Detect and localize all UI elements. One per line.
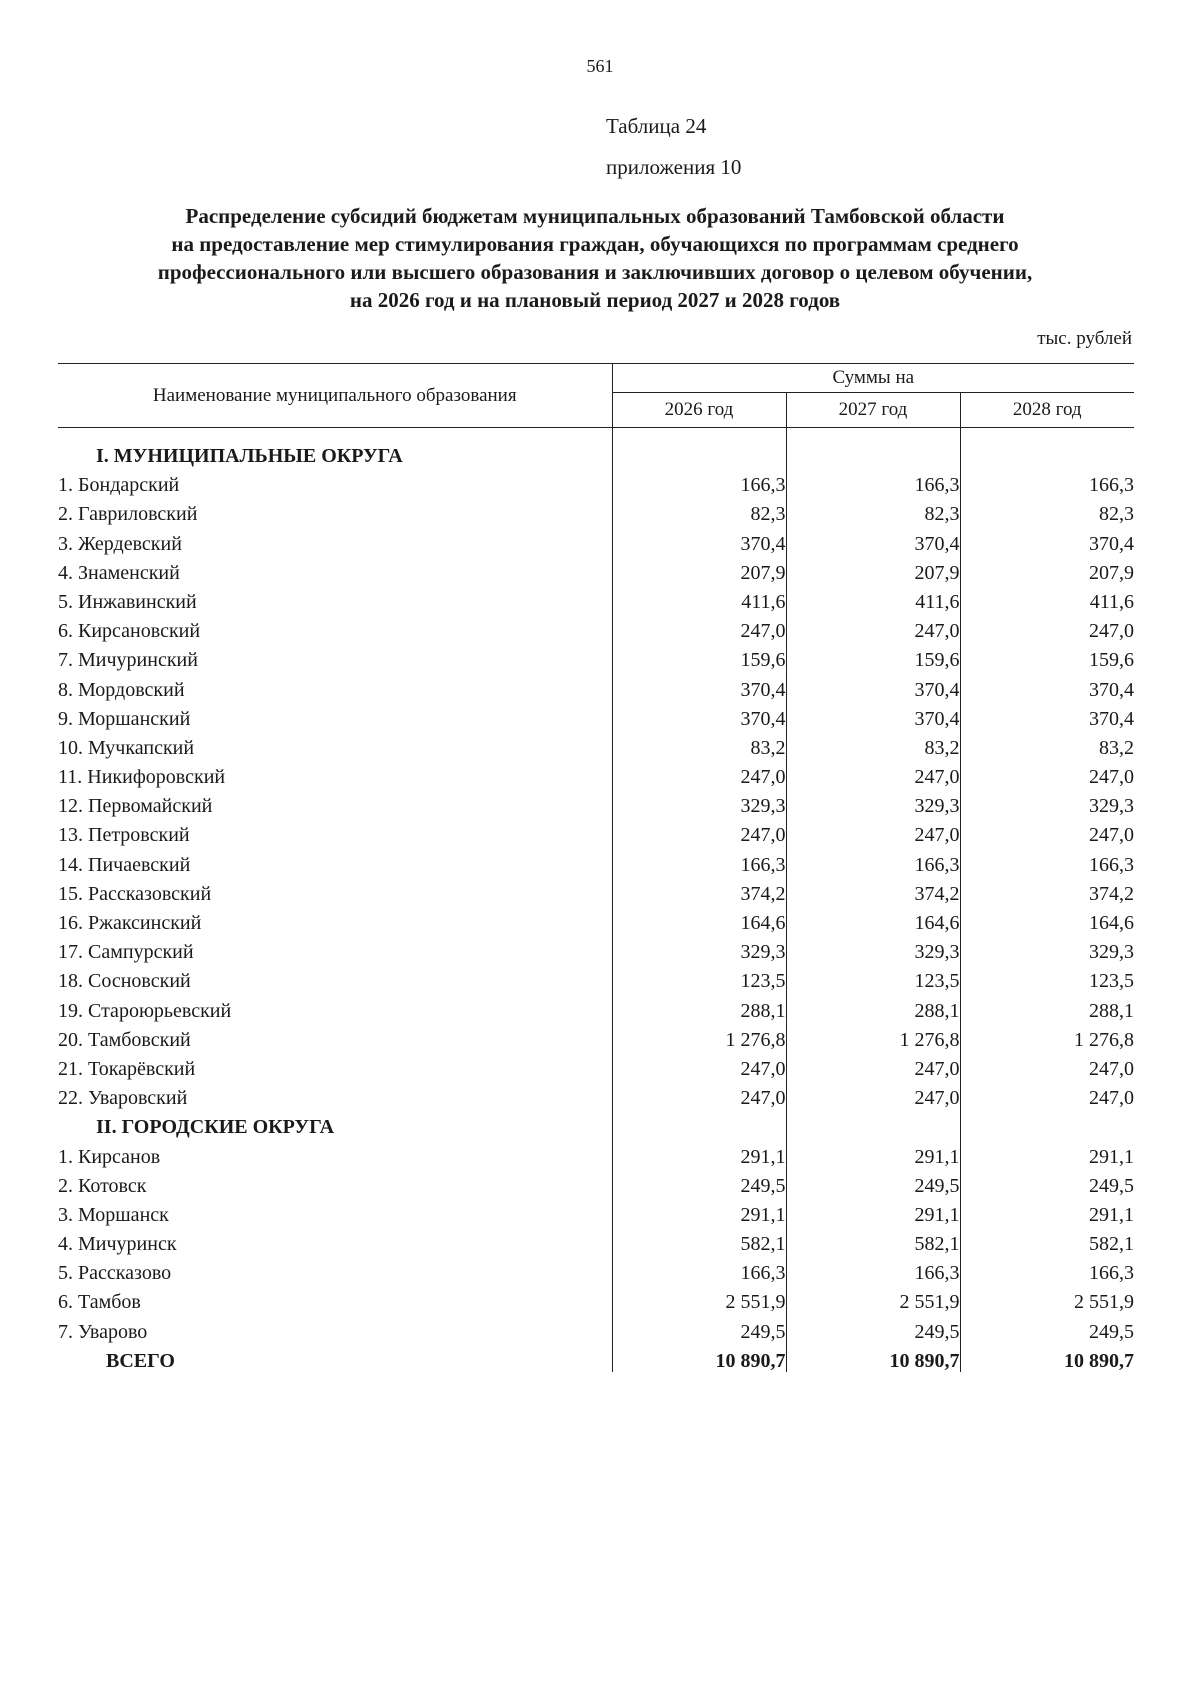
amount-2026: 370,4 (612, 525, 786, 554)
amount-2027: 247,0 (786, 817, 960, 846)
amount-2027: 249,5 (786, 1168, 960, 1197)
amount-2028: 247,0 (960, 817, 1134, 846)
amount-2028: 370,4 (960, 701, 1134, 730)
title-line: на 2026 год и на плановый период 2027 и 2028 годов (349, 288, 841, 312)
amount-2026: 374,2 (612, 876, 786, 905)
amount-2028: 164,6 (960, 905, 1134, 934)
document-title (70, 202, 1120, 314)
amount-2027: 10 890,7 (786, 1343, 960, 1372)
table-row (58, 701, 1134, 730)
title-line: на предоставление мер стимулирования граждан, обучающихся по программам среднего (171, 232, 1019, 256)
amount-2027: 249,5 (786, 1313, 960, 1342)
municipality-name: 4. Знаменский (58, 561, 180, 584)
municipality-name: 15. Рассказовский (58, 882, 212, 905)
amount-2027: 370,4 (786, 525, 960, 554)
section-row (58, 1109, 1134, 1138)
amount-2027: 166,3 (786, 1255, 960, 1284)
amount-2027: 123,5 (786, 963, 960, 992)
total-label: ВСЕГО (106, 1349, 175, 1372)
table-row (58, 467, 1134, 496)
amount-2027: 247,0 (786, 1080, 960, 1109)
municipality-name: 22. Уваровский (58, 1087, 188, 1110)
amount-2026 (612, 428, 786, 468)
municipality-name: 11. Никифоровский (58, 766, 226, 789)
amount-2026: 166,3 (612, 467, 786, 496)
amount-2027: 411,6 (786, 584, 960, 613)
amount-2026: 164,6 (612, 905, 786, 934)
amount-2026: 249,5 (612, 1313, 786, 1342)
table-row (58, 1051, 1134, 1080)
municipality-name: 5. Рассказово (58, 1262, 172, 1285)
amount-2028: 291,1 (960, 1197, 1134, 1226)
section-heading: I. МУНИЦИПАЛЬНЫЕ ОКРУГА (96, 445, 403, 467)
subsidy-table (58, 363, 1134, 1372)
amount-2027: 207,9 (786, 555, 960, 584)
amount-2028: 374,2 (960, 876, 1134, 905)
amount-2028: 249,5 (960, 1313, 1134, 1342)
amount-2026: 291,1 (612, 1197, 786, 1226)
title-line: Распределение субсидий бюджетам муниципальных образований Тамбовской области (185, 204, 1005, 228)
table-row (58, 613, 1134, 642)
amount-2026: 329,3 (612, 934, 786, 963)
section-heading: II. ГОРОДСКИЕ ОКРУГА (96, 1116, 335, 1139)
amount-2027: 164,6 (786, 905, 960, 934)
table-row (58, 584, 1134, 613)
amount-2027: 329,3 (786, 788, 960, 817)
amount-2028: 329,3 (960, 934, 1134, 963)
table-row (58, 730, 1134, 759)
amount-2028: 411,6 (960, 584, 1134, 613)
municipality-name: 7. Мичуринский (58, 649, 198, 672)
amount-2027 (786, 428, 960, 468)
amount-2028 (960, 1109, 1134, 1138)
amount-2028: 1 276,8 (960, 1022, 1134, 1051)
amount-2026: 83,2 (612, 730, 786, 759)
amount-2028: 123,5 (960, 963, 1134, 992)
amount-2026: 159,6 (612, 642, 786, 671)
table-row (58, 1022, 1134, 1051)
amount-2027: 374,2 (786, 876, 960, 905)
municipality-name: 4. Мичуринск (58, 1233, 177, 1256)
amount-2028: 166,3 (960, 846, 1134, 875)
municipality-name: 18. Сосновский (58, 970, 191, 993)
table-row (58, 1138, 1134, 1167)
appendix-label: приложения 10 (606, 155, 742, 179)
table-row (58, 671, 1134, 700)
municipality-name: 2. Котовск (58, 1174, 147, 1197)
amount-2026: 370,4 (612, 671, 786, 700)
municipality-name: 19. Староюрьевский (58, 999, 232, 1022)
amount-2028: 247,0 (960, 1080, 1134, 1109)
section-row (58, 428, 1134, 468)
header-year-2027: 2027 год (786, 393, 960, 428)
amount-2026: 291,1 (612, 1138, 786, 1167)
amount-2028: 2 551,9 (960, 1284, 1134, 1313)
amount-2028: 159,6 (960, 642, 1134, 671)
amount-2027: 370,4 (786, 671, 960, 700)
municipality-name: 8. Мордовский (58, 678, 185, 701)
amount-2027: 166,3 (786, 467, 960, 496)
amount-2028 (960, 428, 1134, 468)
header-year-2028: 2028 год (960, 393, 1134, 428)
amount-2028: 249,5 (960, 1168, 1134, 1197)
amount-2026: 123,5 (612, 963, 786, 992)
amount-2027: 166,3 (786, 846, 960, 875)
municipality-name: 20. Тамбовский (58, 1028, 191, 1051)
amount-2026: 1 276,8 (612, 1022, 786, 1051)
municipality-name: 16. Ржаксинский (58, 912, 202, 934)
title-line: профессионального или высшего образования и заключивших договор о целевом обучении, (157, 260, 1033, 284)
amount-2026: 411,6 (612, 584, 786, 613)
amount-2026: 582,1 (612, 1226, 786, 1255)
municipality-name: 1. Бондарский (58, 474, 180, 497)
amount-2027: 329,3 (786, 934, 960, 963)
table-row (58, 817, 1134, 846)
municipality-name: 2. Гавриловский (58, 503, 198, 526)
amount-2028: 10 890,7 (960, 1343, 1134, 1372)
table-row (58, 788, 1134, 817)
amount-2027: 288,1 (786, 992, 960, 1021)
table-row (58, 1080, 1134, 1109)
amount-2027: 247,0 (786, 1051, 960, 1080)
table-row (58, 496, 1134, 525)
amount-2028: 370,4 (960, 671, 1134, 700)
table-row (58, 1255, 1134, 1284)
table-row (58, 905, 1134, 934)
amount-2026: 207,9 (612, 555, 786, 584)
units-label: тыс. рублей (1037, 328, 1132, 349)
municipality-name: 7. Уварово (58, 1320, 148, 1343)
amount-2028: 288,1 (960, 992, 1134, 1021)
total-row (58, 1343, 1134, 1372)
amount-2026: 247,0 (612, 613, 786, 642)
table-row (58, 1313, 1134, 1342)
table-body (58, 428, 1134, 1372)
amount-2027: 291,1 (786, 1138, 960, 1167)
municipality-name: 3. Жердевский (58, 532, 182, 555)
amount-2028: 166,3 (960, 1255, 1134, 1284)
amount-2027: 582,1 (786, 1226, 960, 1255)
amount-2028: 247,0 (960, 613, 1134, 642)
amount-2026: 247,0 (612, 1080, 786, 1109)
amount-2028: 329,3 (960, 788, 1134, 817)
amount-2027: 2 551,9 (786, 1284, 960, 1313)
amount-2027: 291,1 (786, 1197, 960, 1226)
amount-2026: 82,3 (612, 496, 786, 525)
amount-2026: 370,4 (612, 701, 786, 730)
municipality-name: 1. Кирсанов (58, 1145, 161, 1168)
amount-2026 (612, 1109, 786, 1138)
municipality-name: 6. Тамбов (58, 1291, 141, 1314)
amount-2028: 582,1 (960, 1226, 1134, 1255)
amount-2028: 207,9 (960, 555, 1134, 584)
header-name-column: Наименование муниципального образования (58, 364, 612, 428)
amount-2028: 83,2 (960, 730, 1134, 759)
amount-2027: 370,4 (786, 701, 960, 730)
header-sums-on: Суммы на (612, 364, 1134, 393)
amount-2026: 288,1 (612, 992, 786, 1021)
municipality-name: 6. Кирсановский (58, 620, 201, 643)
municipality-name: 17. Сампурский (58, 941, 194, 964)
municipality-name: 3. Моршанск (58, 1203, 169, 1226)
amount-2026: 166,3 (612, 1255, 786, 1284)
table-row (58, 963, 1134, 992)
municipality-name: 10. Мучкапский (58, 736, 195, 759)
amount-2028: 247,0 (960, 759, 1134, 788)
municipality-name: 5. Инжавинский (58, 590, 197, 613)
amount-2027: 82,3 (786, 496, 960, 525)
amount-2026: 329,3 (612, 788, 786, 817)
table-row (58, 1284, 1134, 1313)
table-label: Таблица 24 (606, 114, 707, 138)
amount-2027: 159,6 (786, 642, 960, 671)
table-row (58, 1226, 1134, 1255)
amount-2026: 247,0 (612, 1051, 786, 1080)
amount-2026: 2 551,9 (612, 1284, 786, 1313)
table-row (58, 846, 1134, 875)
table-row (58, 1168, 1134, 1197)
amount-2028: 247,0 (960, 1051, 1134, 1080)
amount-2028: 166,3 (960, 467, 1134, 496)
header-year-2026: 2026 год (612, 393, 786, 428)
table-row (58, 642, 1134, 671)
table-row (58, 525, 1134, 554)
table-row (58, 759, 1134, 788)
amount-2027: 83,2 (786, 730, 960, 759)
amount-2026: 10 890,7 (612, 1343, 786, 1372)
table-row (58, 555, 1134, 584)
amount-2026: 166,3 (612, 846, 786, 875)
municipality-name: 12. Первомайский (58, 795, 213, 818)
amount-2027 (786, 1109, 960, 1138)
amount-2028: 82,3 (960, 496, 1134, 525)
amount-2026: 247,0 (612, 759, 786, 788)
municipality-name: 9. Моршанский (58, 707, 191, 730)
amount-2027: 1 276,8 (786, 1022, 960, 1051)
amount-2028: 291,1 (960, 1138, 1134, 1167)
municipality-name: 13. Петровский (58, 824, 190, 847)
table-row (58, 1197, 1134, 1226)
municipality-name: 14. Пичаевский (58, 853, 191, 876)
table-row (58, 876, 1134, 905)
amount-2026: 249,5 (612, 1168, 786, 1197)
page-number: 561 (586, 56, 614, 76)
amount-2026: 247,0 (612, 817, 786, 846)
municipality-name: 21. Токарёвский (58, 1057, 196, 1080)
table-row (58, 934, 1134, 963)
amount-2028: 370,4 (960, 525, 1134, 554)
amount-2027: 247,0 (786, 759, 960, 788)
table-row (58, 992, 1134, 1021)
amount-2027: 247,0 (786, 613, 960, 642)
